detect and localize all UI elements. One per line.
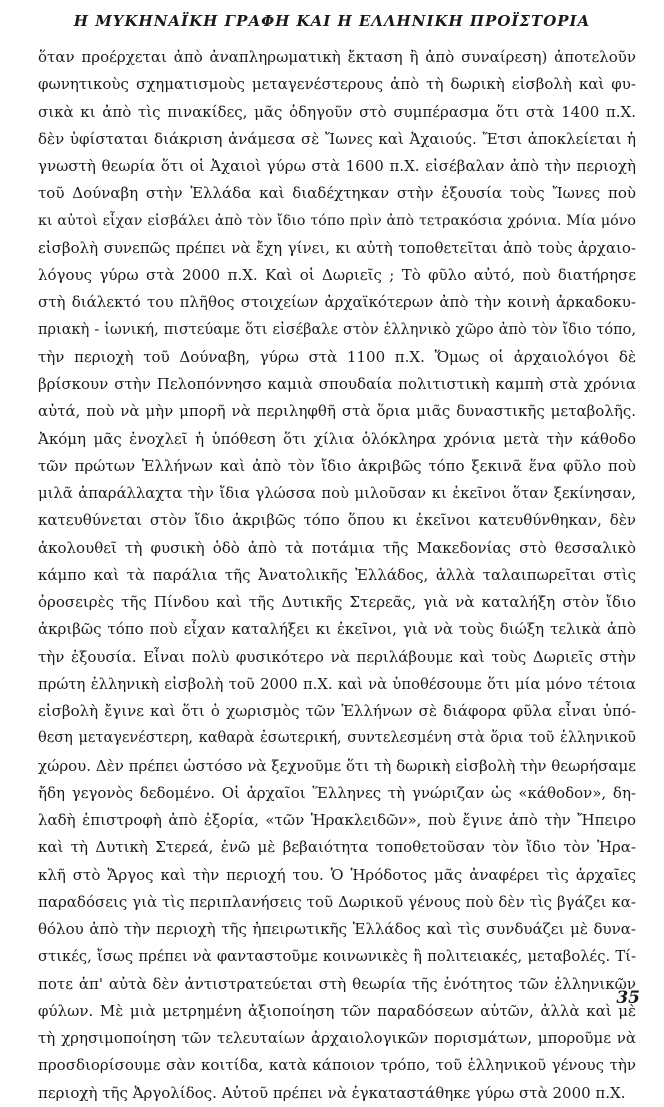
text-line: τὴν ἐξουσία. Εἶναι πολὺ φυσικότερο νὰ περιλάβουμε καὶ τοὺς Δωριεῖς στὴν [38, 647, 636, 666]
text-line: τοῦ Δούναβη στὴν Ἑλλάδα καὶ διαδέχτηκαν στὴν ἐξουσία τοὺς Ἴωνες ποὺ [38, 184, 636, 203]
text-line: πριακὴ - ἰωνική, πιστεύαμε ὅτι εἰσέβαλε στὸν ἑλληνικὸ χῶρο ἀπὸ τὸν ἴδιο τόπο, [38, 321, 636, 338]
text-line: λαδὴ ἐπιστροφὴ ἀπὸ ἐξορία, «τῶν Ἡρακλειδῶν», ποὺ ἔγινε ἀπὸ τὴν Ἤπειρο [38, 811, 636, 829]
text-line: παραδόσεις γιὰ τὶς περιπλανήσεις τοῦ Δωρικοῦ γένους ποὺ δὲν τὶς βγάζει κα- [38, 892, 636, 911]
text-line: φύλων. Μὲ μιὰ μετρημένη ἀξιοποίηση τῶν παραδόσεων αὐτῶν, ἀλλὰ καὶ μὲ [38, 1001, 636, 1020]
text-line: ἀκριβῶς τόπο ποὺ εἶχαν καταλήξει κι ἐκεῖνοι, γιὰ νὰ τοὺς διώξη τελικὰ ἀπὸ [38, 620, 636, 639]
text-line: εἰσβολὴ συνεπῶς πρέπει νὰ ἔχη γίνει, κι αὐτὴ τοποθετεῖται ἀπὸ τοὺς ἀρχαιο- [38, 238, 636, 257]
text-line: κλῆ στὸ Ἄργος καὶ τὴν περιοχή του. Ὁ Ἡρόδοτος μᾶς ἀναφέρει τὶς ἀρχαῖες [38, 865, 636, 884]
text-line: λόγους γύρω στὰ 2000 π.Χ. Καὶ οἱ Δωριεῖς ; Τὸ φῦλο αὐτό, ποὺ διατήρησε [38, 266, 636, 284]
text-line: αὐτά, ποὺ νὰ μὴν μπορῆ νὰ περιληφθῆ στὰ ὅρια μιᾶς δυναστικῆς μεταβολῆς. [38, 402, 636, 421]
text-line: χώρου. Δὲν πρέπει ὡστόσο νὰ ξεχνοῦμε ὅτι τὴ δωρικὴ εἰσβολὴ τὴν θεωρήσαμε [38, 756, 636, 775]
text-line: ἀκολουθεῖ τὴ φυσικὴ ὁδὸ ἀπὸ τὰ ποτάμια τῆς Μακεδονίας στὸ θεσσαλικὸ [38, 538, 636, 557]
text-line: πρώτη ἑλληνικὴ εἰσβολὴ τοῦ 2000 π.Χ. καὶ νὰ ὑποθέσουμε ὅτι μία μόνο τέτοια [38, 675, 636, 693]
text-line: στικές, ἴσως πρέπει νὰ φανταστοῦμε κοινωνικὲς ἢ πολιτειακές, μεταβολές. Τί- [38, 948, 636, 966]
text-line: προσδιορίσουμε σὰν κοιτίδα, κατὰ κάποιον τρόπο, τοῦ ἑλληνικοῦ γένους τὴν [38, 1056, 636, 1075]
text-line: ὀροσειρὲς τῆς Πίνδου καὶ τῆς Δυτικῆς Στερεᾶς, γιὰ νὰ καταλήξη στὸν ἴδιο [38, 593, 636, 611]
body-text [38, 44, 636, 1107]
text-line: κι αὐτοὶ εἶχαν εἰσβάλει ἀπὸ τὸν ἴδιο τόπο πρὶν ἀπὸ τετρακόσια χρόνια. Μία μόνο [38, 212, 636, 229]
page-number: 35 [616, 988, 640, 1008]
text-line: εἰσβολὴ ἔγινε καὶ ὅτι ὁ χωρισμὸς τῶν Ἑλλήνων σὲ διάφορα φῦλα εἶναι ὑπό- [38, 702, 636, 720]
text-line: δὲν ὑφίσταται διάκριση ἀνάμεσα σὲ Ἴωνες καὶ Ἀχαιούς. Ἔτσι ἀποκλείεται ἡ [38, 129, 636, 148]
text-line: τὴν περιοχὴ τοῦ Δούναβη, γύρω στὰ 1100 π.Χ. Ὅμως οἱ ἀρχαιολόγοι δὲ [38, 347, 636, 366]
text-line: θεση μεταγενέστερη, καθαρὰ ἐσωτερική, συντελεσμένη στὰ ὅρια τοῦ ἑλληνικοῦ [38, 730, 636, 747]
text-line: καὶ τὴ Δυτικὴ Στερεά, ἐνῶ μὲ βεβαιότητα τοποθετοῦσαν τὸν ἴδιο τὸν Ἡρα- [38, 838, 636, 857]
text-line: Ἀκόμη μᾶς ἐνοχλεῖ ἡ ὑπόθεση ὅτι χίλια ὁλόκληρα χρόνια μετὰ τὴν κάθοδο [38, 429, 636, 448]
text-line: τῶν πρώτων Ἑλλήνων καὶ ἀπὸ τὸν ἴδιο ἀκριβῶς τόπο ξεκινᾶ ἕνα φῦλο ποὺ [38, 456, 636, 475]
text-line: βρίσκουν στὴν Πελοπόννησο καμιὰ σπουδαία πολιτιστικὴ καμπὴ στὰ χρόνια [38, 375, 636, 393]
text-line: σικὰ κι ἀπὸ τὶς πινακίδες, μᾶς ὁδηγοῦν στὸ συμπέρασμα ὅτι στὰ 1400 π.Χ. [38, 102, 636, 121]
text-line: στὴ διάλεκτό του πλῆθος στοιχείων ἀρχαϊκότερων ἀπὸ τὴν κοινὴ ἀρκαδοκυ- [38, 293, 636, 312]
text-line: γνωστὴ θεωρία ὅτι οἱ Ἀχαιοὶ γύρω στὰ 1600 π.Χ. εἰσέβαλαν ἀπὸ τὴν περιοχὴ [38, 157, 636, 175]
running-title: Η ΜΥΚΗΝΑΪΚΗ ΓΡΑΦΗ ΚΑΙ Η ΕΛΛΗΝΙΚΗ ΠΡΟΪΣΤΟΡΙΑ [73, 12, 591, 30]
text-line: ποτε ἀπ' αὐτὰ δὲν ἀντιστρατεύεται στὴ θεωρία τῆς ἑνότητος τῶν ἑλληνικῶν [38, 974, 636, 993]
text-line: κατευθύνεται στὸν ἴδιο ἀκριβῶς τόπο ὅπου κι ἐκεῖνοι κατευθύνθηκαν, δὲν [38, 511, 636, 530]
text-line: τὴ χρησιμοποίηση τῶν τελευταίων ἀρχαιολογικῶν πορισμάτων, μποροῦμε νὰ [38, 1029, 636, 1047]
text-line: ἤδη γεγονὸς δεδομένο. Οἱ ἀρχαῖοι Ἕλληνες τὴ γνώριζαν ὡς «κάθοδον», δη- [38, 783, 636, 802]
text-line: περιοχὴ τῆς Ἀργολίδος. Αὐτοῦ πρέπει νὰ ἐγκαταστάθηκε γύρω στὰ 2000 π.Χ. [38, 1083, 626, 1102]
text-line: θόλου ἀπὸ τὴν περιοχὴ τῆς ἠπειρωτικῆς Ἑλλάδος καὶ τὶς συνδυάζει μὲ δυνα- [38, 920, 636, 938]
text-line: ὅταν προέρχεται ἀπὸ ἀναπληρωματικὴ ἔκταση ἢ ἀπὸ συναίρεση) ἀποτελοῦν [38, 48, 636, 66]
text-line: κάμπο καὶ τὰ παράλια τῆς Ἀνατολικῆς Ἑλλάδος, ἀλλὰ ταλαιπωρεῖται στὶς [38, 565, 636, 584]
text-line: φωνητικοὺς σχηματισμοὺς μεταγενέστερους ἀπὸ τὴ δωρικὴ εἰσβολὴ καὶ φυ- [38, 75, 636, 94]
text-line: μιλᾶ ἀπαράλλαχτα τὴν ἴδια γλώσσα ποὺ μιλοῦσαν κι ἐκεῖνοι ὅταν ξεκίνησαν, [38, 485, 636, 502]
